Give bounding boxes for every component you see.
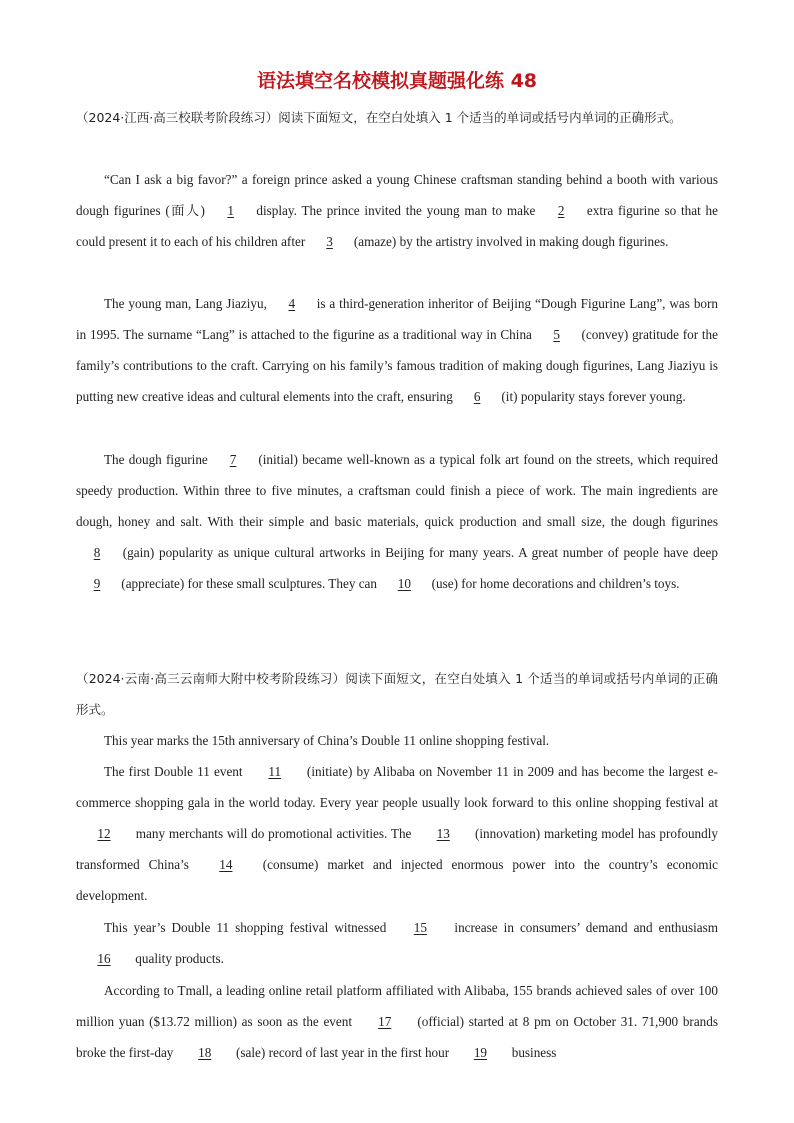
blank-3[interactable]: 3 <box>326 234 333 249</box>
section1-paragraph-1: “Can I ask a big favor?” a foreign prince asked a young Chinese craftsman standing behind a booth with various dough figurines (面人) 1 display. The prince invited the young man to make 2 extra figurine so that he could present it to each of his children after 3 (amaze) by the artistry involved in making dough figurines. <box>76 164 718 257</box>
blank-17[interactable]: 17 <box>378 1014 392 1029</box>
blank-2[interactable]: 2 <box>557 203 565 218</box>
section2-paragraph-3: This year’s Double 11 shopping festival witnessed 15 increase in consumers’ demand and enthusiasm 16 quality products. <box>76 912 718 974</box>
blank-15[interactable]: 15 <box>413 920 427 935</box>
blank-1[interactable]: 1 <box>227 203 234 218</box>
blank-12[interactable]: 12 <box>97 826 111 841</box>
blank-10[interactable]: 10 <box>397 576 411 591</box>
section2-paragraph-4: According to Tmall, a leading online retail platform affiliated with Alibaba, 155 brands achieved sales of over 100 million yuan ($13.72 million) as soon as the event 17 (official) started at 8 pm on October 31. 71,900 brands broke the first-day 18 (sale) record of last year in the first hour 19 business <box>76 975 718 1068</box>
blank-19[interactable]: 19 <box>473 1045 488 1060</box>
blank-14[interactable]: 14 <box>219 857 233 872</box>
blank-18[interactable]: 18 <box>198 1045 212 1060</box>
blank-9[interactable]: 9 <box>93 576 101 591</box>
blank-13[interactable]: 13 <box>436 826 450 841</box>
section1-paragraph-3: The dough figurine 7 (initial) became well-known as a typical folk art found on the streets, which required speedy production. Within three to five minutes, a craftsman could finish a piece of work. The main ingredients are dough, honey and salt. With their simple and basic materials, quick production and small size, the dough figurines 8 (gain) popularity as unique cultural artworks in Beijing for many years. A great number of people have deep 9 (appreciate) for these small sculptures. They can 10 (use) for home decorations and children’s toys. <box>76 444 718 599</box>
blank-5[interactable]: 5 <box>553 327 560 342</box>
blank-8[interactable]: 8 <box>93 545 101 560</box>
blank-6[interactable]: 6 <box>473 389 481 404</box>
section2-intro: （2024·云南·高三云南师大附中校考阶段练习）阅读下面短文，在空白处填入 1 个适当的单词或括号内单词的正确形式。 <box>76 671 718 717</box>
blank-11[interactable]: 11 <box>268 764 282 779</box>
blank-7[interactable]: 7 <box>229 452 237 467</box>
blank-4[interactable]: 4 <box>288 296 296 311</box>
section1-paragraph-2: The young man, Lang Jiaziyu, 4 is a third-generation inheritor of Beijing “Dough Figurine Lang”, was born in 1995. The surname “Lang” is attached to the figurine as a traditional way in China 5 (convey) gratitude for the family’s contributions to the craft. Carrying on his family’s famous tradition of making dough figurines, Lang Jiaziyu is putting new creative ideas and cultural elements into the craft, ensuring 6 (it) popularity stays forever young. <box>76 288 718 412</box>
section2-paragraph-1: This year marks the 15th anniversary of China’s Double 11 online shopping festival. <box>104 733 550 748</box>
section2-paragraph-2: The first Double 11 event 11 (initiate) by Alibaba on November 11 in 2009 and has become the largest e-commerce shopping gala in the world today. Every year people usually look forward to this online shopping festival at 12 many merchants will do promotional activities. The 13 (innovation) marketing model has profoundly transformed China’s 14 (consume) market and injected enormous power into the country’s economic development. <box>76 756 718 911</box>
section1-intro: （2024·江西·高三校联考阶段练习）阅读下面短文，在空白处填入 1 个适当的单词或括号内单词的正确形式。 <box>76 110 682 125</box>
document-title: 语法填空名校模拟真题强化练 48 <box>256 70 538 92</box>
blank-16[interactable]: 16 <box>97 951 111 966</box>
